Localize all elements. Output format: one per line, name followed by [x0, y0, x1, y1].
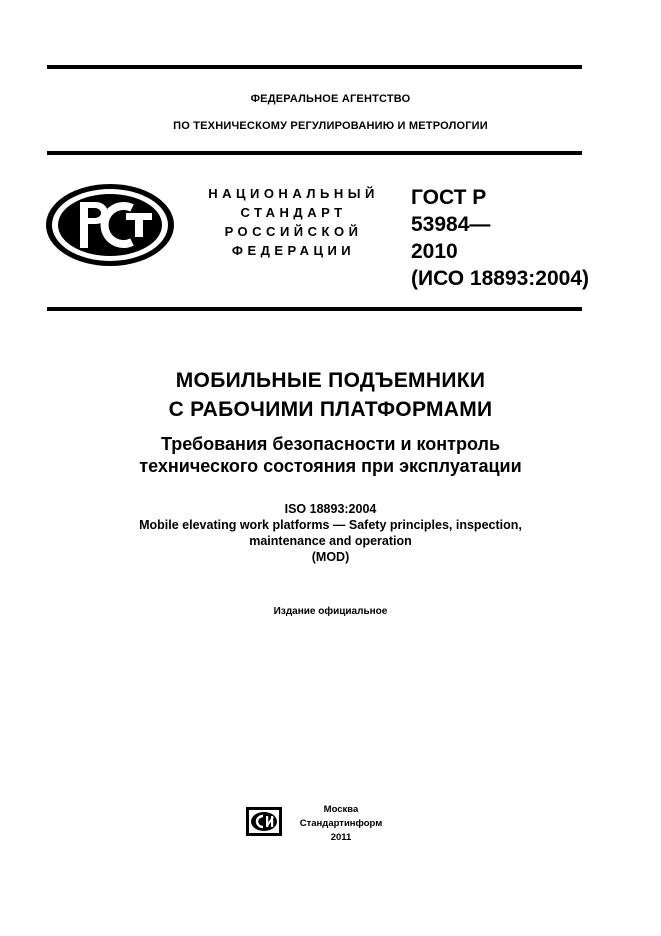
national-standard-label — [196, 184, 391, 260]
document-title-line-1: МОБИЛЬНЫЕ ПОДЪЕМНИКИ — [175, 369, 486, 392]
iso-title-line-1: Mobile elevating work platforms — Safety principles, inspection, — [139, 518, 522, 532]
publisher-block — [295, 803, 387, 845]
standartinform-logo-icon — [246, 807, 282, 836]
publisher-city: Москва — [323, 804, 359, 815]
iso-mod: (MOD) — [311, 550, 350, 564]
national-line: НАЦИОНАЛЬНЫЙ — [208, 186, 379, 201]
iso-title-line-2: maintenance and operation — [249, 534, 412, 548]
standard-rule — [47, 307, 582, 311]
national-line: ФЕДЕРАЦИИ — [231, 243, 356, 258]
publisher-year: 2011 — [330, 832, 352, 843]
gost-line: 53984— — [411, 213, 491, 236]
gost-line: 2010 — [411, 240, 458, 263]
national-line: СТАНДАРТ — [240, 205, 347, 220]
header-rule — [47, 151, 582, 155]
document-subtitle-line-2: технического состояния при эксплуатации — [139, 456, 522, 476]
publisher-name: Стандартинформ — [299, 818, 383, 829]
iso-code: ISO 18893:2004 — [284, 502, 377, 516]
rst-logo-icon — [44, 182, 176, 268]
agency-line-1: ФЕДЕРАЛЬНОЕ АГЕНТСТВО — [250, 93, 411, 105]
edition-label: Издание официальное — [273, 606, 388, 617]
gost-line: (ИСО 18893:2004) — [411, 267, 589, 290]
gost-designation — [411, 184, 589, 292]
gost-line: ГОСТ Р — [411, 186, 487, 209]
document-title-line-2: С РАБОЧИМИ ПЛАТФОРМАМИ — [168, 398, 493, 421]
agency-line-2: ПО ТЕХНИЧЕСКОМУ РЕГУЛИРОВАНИЮ И МЕТРОЛОГИИ — [173, 120, 488, 132]
document-subtitle-line-1: Требования безопасности и контроль — [160, 434, 501, 454]
national-line: РОССИЙСКОЙ — [224, 224, 363, 239]
top-rule — [47, 65, 582, 69]
